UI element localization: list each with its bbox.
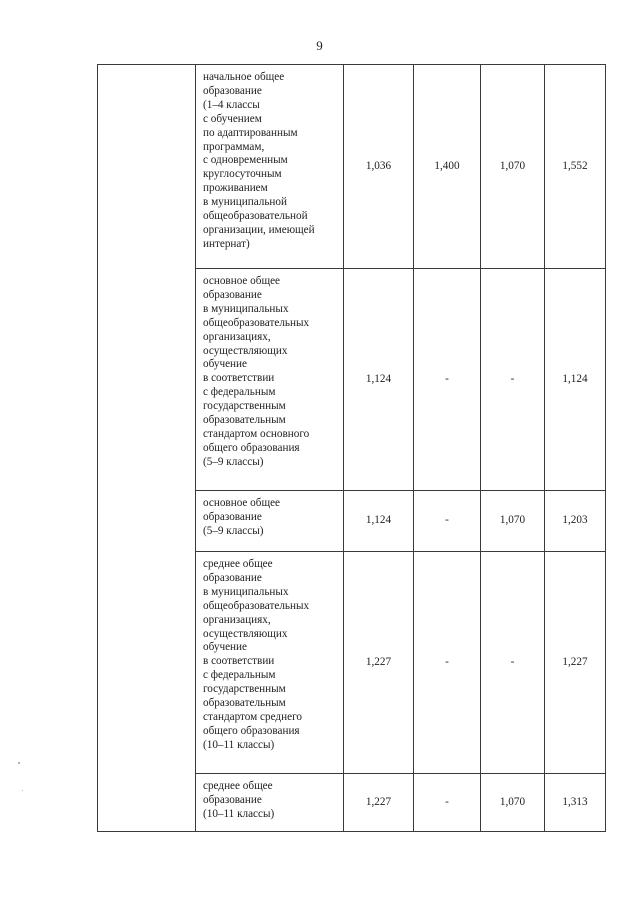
coefficient-cell: - [414,491,481,552]
coefficient-cell: - [414,774,481,832]
coefficient-cell: - [481,552,545,774]
coefficient-cell: - [481,269,545,491]
education-level-cell: среднее общее образование в муниципальных общеобразовательных организациях, осуществляющих обучение в соответствии с федеральным государственным образовательным стандартом среднего общего образования (10–11 классы) [196,552,344,774]
coefficient-cell: - [414,269,481,491]
education-level-cell: среднее общее образование (10–11 классы) [196,774,344,832]
education-level-cell: основное общее образование (5–9 классы) [196,491,344,552]
coefficient-cell: 1,552 [545,65,606,269]
coefficient-cell: 1,227 [344,774,414,832]
page-number: 9 [316,38,323,53]
blank-category-cell [98,65,196,832]
table-row [98,65,606,269]
education-level-cell: начальное общее образование (1–4 классы с обучением по адаптированным программам, с одновременным круглосуточным проживанием в муниципальной общеобразовательной организации, имеющей интернат) [196,65,344,269]
coefficient-cell: 1,036 [344,65,414,269]
coefficients-table [97,64,606,832]
coefficient-cell: 1,070 [481,491,545,552]
coefficient-cell: 1,070 [481,774,545,832]
coefficient-cell: 1,124 [545,269,606,491]
coefficient-cell: 1,227 [344,552,414,774]
coefficient-cell: 1,124 [344,491,414,552]
coefficient-cell: 1,313 [545,774,606,832]
coefficient-cell: - [414,552,481,774]
education-level-cell: основное общее образование в муниципальных общеобразовательных организациях, осуществляющих обучение в соответствии с федеральным государственным образовательным стандартом основного общего образования (5–9 классы) [196,269,344,491]
scan-speck [18,762,20,764]
scan-speck [22,790,23,791]
coefficient-cell: 1,400 [414,65,481,269]
coefficient-cell: 1,203 [545,491,606,552]
coefficient-cell: 1,124 [344,269,414,491]
coefficient-cell: 1,227 [545,552,606,774]
coefficient-cell: 1,070 [481,65,545,269]
